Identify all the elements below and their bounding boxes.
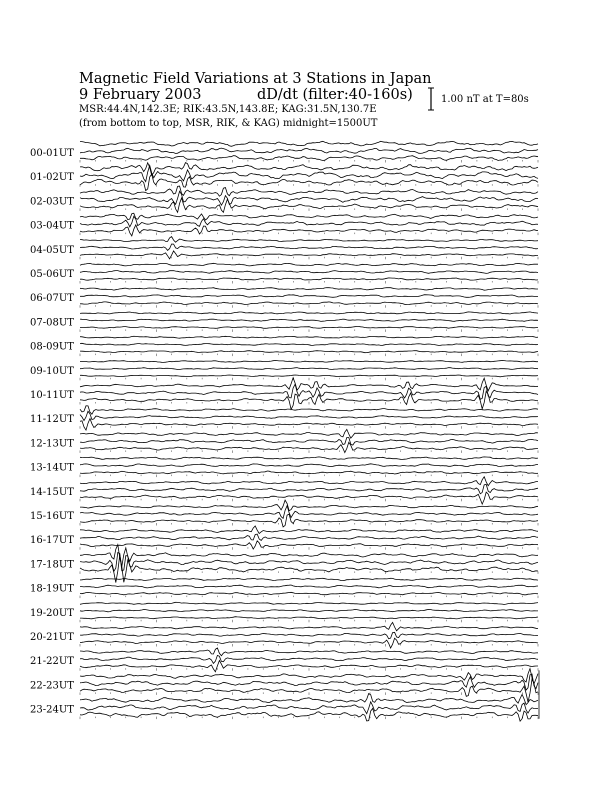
hour-label: 22-23UT: [30, 680, 74, 692]
chart-date: 9 February 2003: [79, 87, 202, 103]
trace-rik: [80, 343, 538, 345]
trace-msr: [80, 592, 538, 595]
chart-title: Magnetic Field Variations at 3 Stations in Japan: [79, 71, 432, 87]
trace-rik: [80, 655, 538, 663]
trace-msr: [80, 327, 538, 329]
hour-label: 00-01UT: [30, 148, 74, 159]
trace-msr: [80, 302, 538, 305]
trace-kag: [80, 237, 538, 243]
trace-rik: [80, 484, 538, 493]
hour-label: 05-06UT: [30, 269, 74, 280]
hour-label: 12-13UT: [30, 438, 74, 450]
trace-kag: [80, 429, 538, 438]
trace-rik: [80, 295, 538, 298]
trace-kag: [80, 694, 538, 705]
trace-kag: [80, 602, 538, 604]
hour-label: 02-03UT: [30, 196, 74, 208]
trace-msr: [80, 351, 538, 353]
trace-kag: [80, 336, 538, 338]
hour-label: 13-14UT: [30, 462, 74, 474]
trace-kag: [80, 141, 538, 146]
hour-label: 20-21UT: [30, 632, 74, 643]
hour-label: 09-10UT: [30, 365, 74, 377]
trace-rik: [80, 553, 538, 572]
hour-label: 03-04UT: [30, 220, 74, 232]
trace-msr: [80, 471, 538, 474]
trace-msr: [80, 617, 538, 619]
trace-kag: [80, 500, 538, 511]
hour-label: 01-02UT: [30, 172, 74, 184]
trace-rik: [80, 438, 538, 446]
trace-rik: [80, 384, 538, 399]
trace-msr: [80, 638, 538, 648]
trace-msr: [80, 391, 538, 409]
hour-label: 08-09UT: [30, 341, 74, 353]
trace-rik: [80, 702, 538, 714]
trace-rik: [80, 244, 538, 250]
trace-kag: [80, 622, 538, 630]
trace-rik: [80, 271, 538, 274]
hour-label: 06-07UT: [30, 293, 74, 305]
chart-quantity: dD/dt (filter:40-160s): [257, 87, 413, 103]
hour-label: 14-15UT: [30, 486, 74, 498]
trace-kag: [80, 457, 538, 460]
trace-msr: [80, 492, 538, 504]
trace-kag: [80, 263, 538, 266]
hour-label: 23-24UT: [30, 704, 74, 716]
scale-label: 1.00 nT at T=80s: [441, 94, 529, 105]
trace-rik: [80, 632, 538, 639]
trace-kag: [80, 361, 538, 363]
trace-kag: [80, 312, 538, 314]
trace-rik: [80, 165, 538, 181]
trace-msr: [80, 278, 538, 280]
trace-kag: [80, 477, 538, 486]
station-coordinates: MSR:44.4N,142.3E; RIK:43.5N,143.8E; KAG:31.5N,130.7E: [79, 104, 377, 115]
hour-label: 15-16UT: [30, 511, 74, 522]
station-order-note: (from bottom to top, MSR, RIK, & KAG) midnight=1500UT: [79, 118, 378, 129]
trace-kag: [80, 288, 538, 291]
hour-label: 21-22UT: [30, 656, 74, 668]
trace-kag: [80, 213, 538, 220]
trace-kag: [80, 669, 538, 684]
hour-label: 04-05UT: [30, 244, 74, 256]
trace-rik: [80, 411, 538, 420]
trace-rik: [80, 534, 538, 540]
trace-rik: [80, 585, 538, 588]
trace-kag: [80, 578, 538, 580]
hour-label: 11-12UT: [30, 414, 74, 426]
trace-rik: [80, 148, 538, 153]
trace-kag: [80, 648, 538, 656]
trace-rik: [80, 464, 538, 467]
trace-kag: [80, 526, 538, 534]
trace-msr: [80, 156, 538, 161]
hour-label: 18-19UT: [30, 583, 74, 595]
trace-rik: [80, 319, 538, 321]
trace-kag: [80, 186, 538, 196]
hour-label: 17-18UT: [30, 559, 74, 571]
trace-rik: [80, 609, 538, 611]
hour-label: 19-20UT: [30, 607, 74, 619]
trace-kag: [80, 406, 538, 414]
hour-label: 07-08UT: [30, 317, 74, 329]
trace-msr: [80, 375, 538, 377]
trace-msr: [80, 708, 538, 721]
hour-label: 10-11UT: [30, 390, 74, 401]
trace-rik: [80, 368, 538, 370]
hour-label: 16-17UT: [30, 535, 74, 547]
